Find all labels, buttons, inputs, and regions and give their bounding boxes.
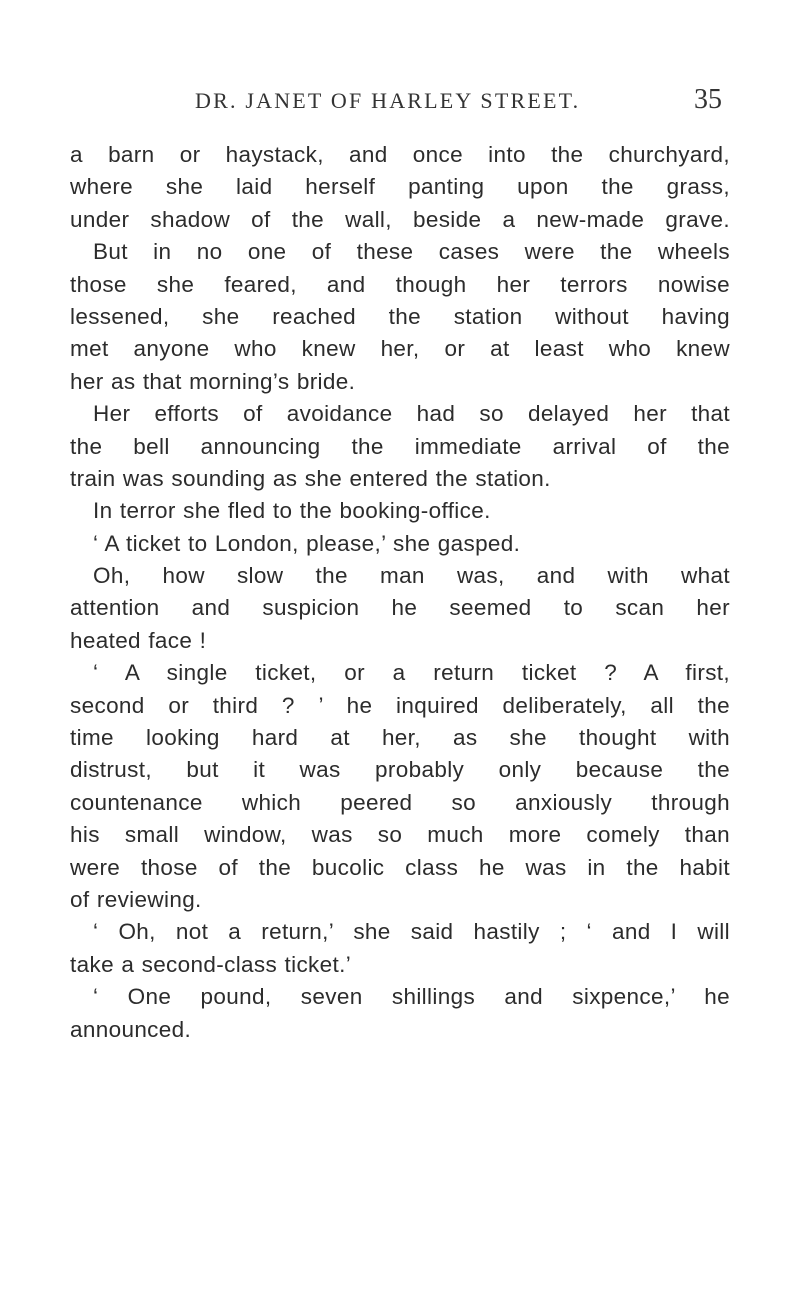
text-line: take a second-class ticket.’ (70, 951, 352, 977)
text-line: ‘ A single ticket, or a return ticket ? A first, (93, 660, 730, 686)
text-line: a barn or haystack, and once into the churchyard, (70, 142, 730, 167)
text-line: But in no one of these cases were the wheels (93, 239, 730, 265)
text-line: Her efforts of avoidance had so delayed her that (93, 401, 730, 427)
text-line: ‘ Oh, not a return,’ she said hastily ; ‘ and I will (93, 919, 730, 945)
body-text (70, 139, 730, 1046)
text-line: train was sounding as she entered the station. (70, 465, 551, 491)
text-line: ‘ A ticket to London, please,’ she gasped. (93, 530, 521, 556)
text-line: second or third ? ’ he inquired deliberately, all the (70, 692, 730, 718)
text-line: In terror she fled to the booking-office. (93, 498, 491, 524)
text-line: distrust, but it was probably only because the (70, 757, 730, 783)
running-head (70, 84, 730, 120)
text-line: of reviewing. (70, 886, 202, 912)
text-line: Oh, how slow the man was, and with what (93, 563, 730, 589)
running-title: DR. JANET OF HARLEY STREET. (195, 88, 581, 113)
text-line: lessened, she reached the station without having (70, 303, 730, 329)
text-line: under shadow of the wall, beside a new-made grave. (70, 206, 730, 232)
text-line: those she feared, and though her terrors nowise (70, 271, 730, 297)
text-line: ‘ One pound, seven shillings and sixpence,’ he (93, 984, 730, 1010)
text-line: her as that morning’s bride. (70, 368, 356, 394)
text-line: announced. (70, 1016, 192, 1042)
text-line: time looking hard at her, as she thought with (70, 725, 730, 751)
text-line: the bell announcing the immediate arrival of the (70, 433, 730, 459)
text-line: countenance which peered so anxiously through (70, 789, 730, 815)
text-line: were those of the bucolic class he was in the habit (70, 854, 730, 880)
text-line: his small window, was so much more comely than (70, 822, 730, 848)
page-number: 35 (694, 84, 722, 115)
text-line: where she laid herself panting upon the grass, (70, 174, 730, 200)
text-line: heated face ! (70, 627, 207, 653)
text-line: met anyone who knew her, or at least who knew (70, 336, 730, 362)
text-line: attention and suspicion he seemed to scan her (70, 595, 730, 621)
